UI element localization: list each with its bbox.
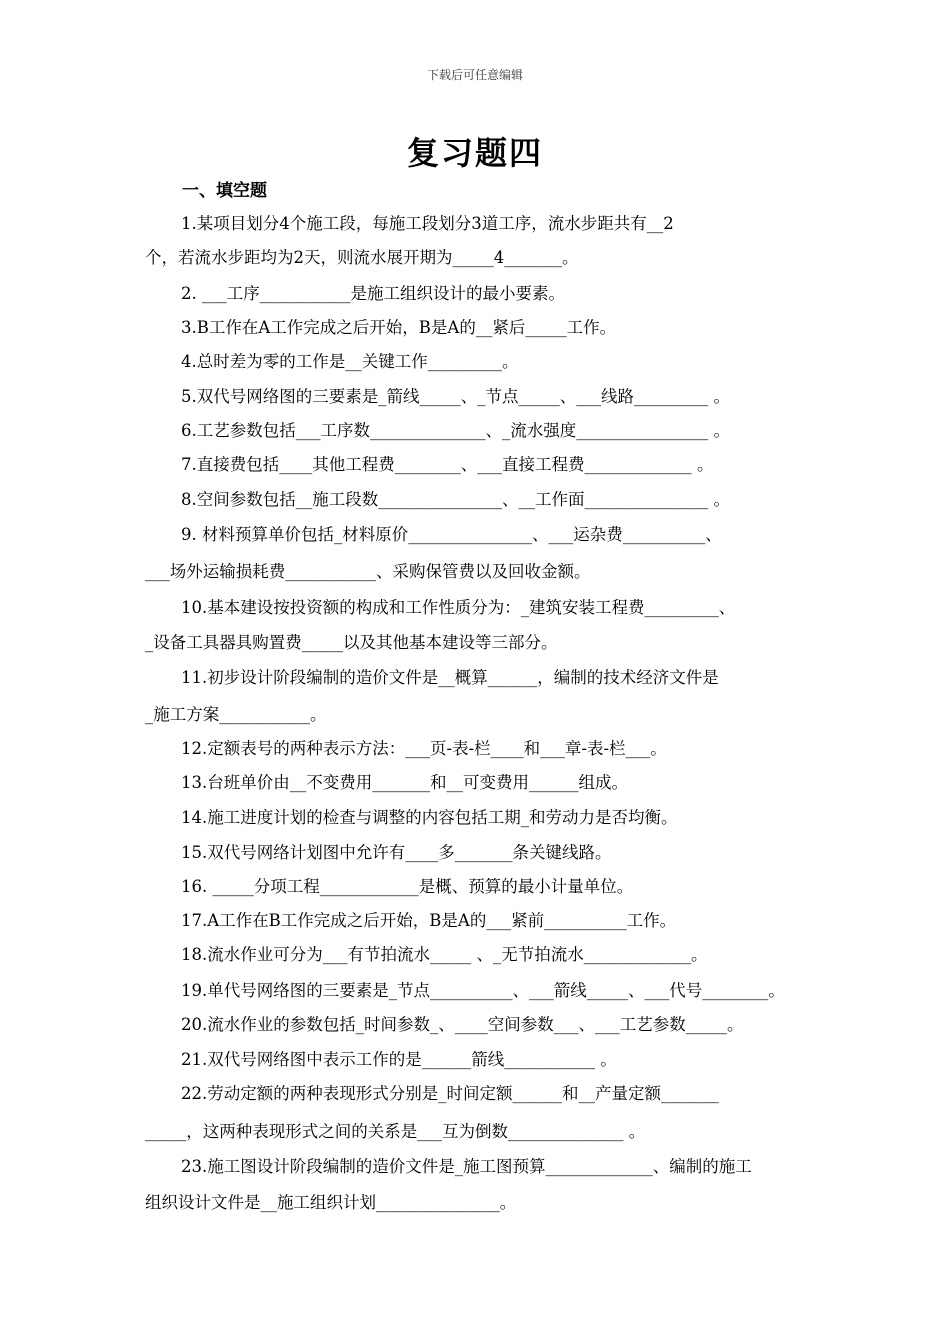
question-18: 18.流水作业可分为___有节拍流水_____ 、_无节拍流水_____________。: [181, 945, 708, 964]
question-15: 15.双代号网络计划图中允许有____多_______条关键线路。: [181, 843, 612, 862]
question-11-line-2: _施工方案___________。: [145, 705, 327, 724]
question-9-line-1: 9. 材料预算单价包括_材料原价_______________、___运杂费__________、: [181, 525, 722, 544]
question-22-line-1: 22.劳动定额的两种表现形式分别是_时间定额______和__产量定额_______: [181, 1084, 719, 1103]
question-13: 13.台班单价由__不变费用_______和__可变费用______组成。: [181, 773, 628, 792]
question-1-line-2: 个，若流水步距均为2天，则流水展开期为_____4_______。: [145, 248, 579, 267]
question-21: 21.双代号网络图中表示工作的是______箭线___________ 。: [181, 1050, 617, 1069]
question-19: 19.单代号网络图的三要素是_节点__________、___箭线_____、___代号________。: [181, 981, 785, 1000]
question-4: 4.总时差为零的工作是__关键工作_________。: [181, 352, 519, 371]
question-5: 5.双代号网络图的三要素是_箭线_____、_节点_____、___线路_________ 。: [181, 387, 730, 406]
question-6: 6.工艺参数包括___工序数______________、_流水强度________________ 。: [181, 421, 730, 440]
question-10-line-1: 10.基本建设按投资额的构成和工作性质分为：_建筑安装工程费_________、: [181, 598, 736, 617]
question-11-line-1: 11.初步设计阶段编制的造价文件是__概算______，编制的技术经济文件是: [181, 668, 719, 687]
question-12: 12.定额表号的两种表示方法：___页-表-栏____和___章-表-栏___。: [181, 739, 667, 758]
question-14: 14.施工进度计划的检查与调整的内容包括工期_和劳动力是否均衡。: [181, 808, 678, 827]
question-9-line-2: ___场外运输损耗费___________、采购保管费以及回收金额。: [145, 562, 591, 581]
question-16: 16. _____分项工程____________是概、预算的最小计量单位。: [181, 877, 634, 896]
question-2: 2. ___工序___________是施工组织设计的最小要素。: [181, 284, 565, 303]
question-23-line-1: 23.施工图设计阶段编制的造价文件是_施工图预算_____________、编制的施工: [181, 1157, 752, 1176]
question-1-line-1: 1.某项目划分4个施工段，每施工段划分3道工序，流水步距共有__2: [181, 214, 674, 233]
header-note: 下载后可任意编辑: [426, 68, 523, 82]
question-7: 7.直接费包括____其他工程费________、___直接工程费_____________ 。: [181, 455, 714, 474]
question-3: 3.B工作在A工作完成之后开始，B是A的__紧后_____工作。: [181, 318, 617, 337]
question-22-line-2: _____，这两种表现形式之间的关系是___互为倒数______________ 。: [145, 1122, 646, 1141]
section-heading: 一、填空题: [182, 181, 267, 201]
question-20: 20.流水作业的参数包括_时间参数_、____空间参数___、___工艺参数_____。: [181, 1015, 744, 1034]
question-8: 8.空间参数包括__施工段数_______________、__工作面_______________ 。: [181, 490, 730, 509]
question-10-line-2: _设备工具器具购置费_____以及其他基本建设等三部分。: [145, 633, 558, 652]
question-23-line-2: 组织设计文件是__施工组织计划_______________。: [145, 1193, 517, 1212]
question-17: 17.A工作在B工作完成之后开始，B是A的___紧前__________工作。: [181, 911, 677, 930]
page-title: 复习题四: [406, 134, 543, 172]
